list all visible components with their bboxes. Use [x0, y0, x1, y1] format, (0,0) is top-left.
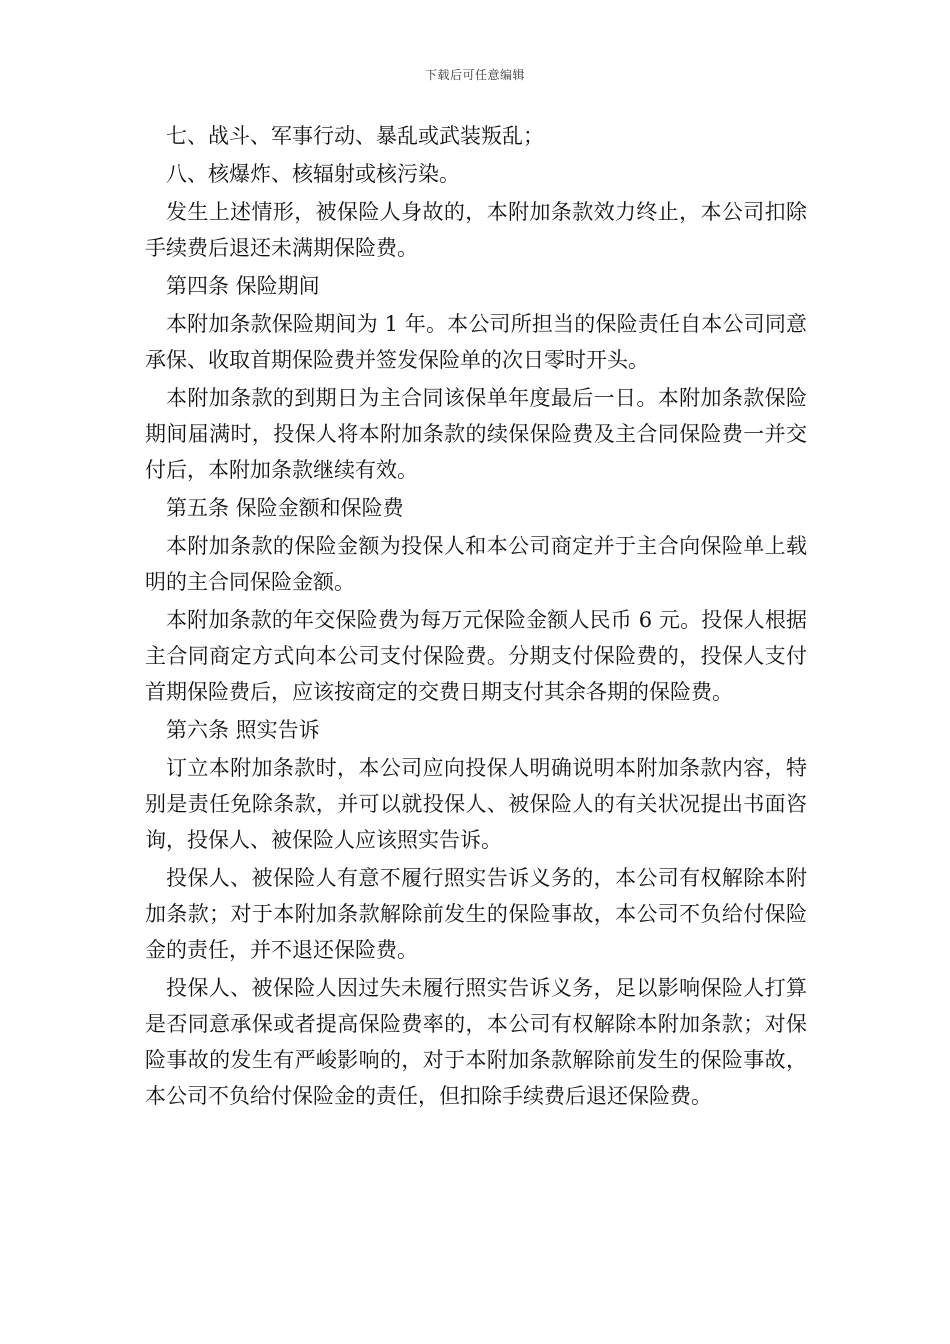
section-heading-article-5: 第五条 保险金额和保险费 — [166, 496, 404, 520]
paragraph-negligent-breach: 投保人、被保险人因过失未履行照实告诉义务，足以影响保险人打算是否同意承保或者提高保险费率的，本公司有权解除本附加条款；对保险事故的发生有严峻影响的，对于本附加条款解除前发生的保险事故，本公司不负给付保险金的责任，但扣除手续费后退还保险费。 — [145, 976, 807, 1108]
paragraph-premium: 本附加条款的年交保险费为每万元保险金额人民币 6 元。投保人根据主合同商定方式向本公司支付保险费。分期支付保险费的，投保人支付首期保险费后，应该按商定的交费日期支付其余各期的保险费。 — [145, 608, 807, 704]
paragraph-intentional-breach: 投保人、被保险人有意不履行照实告诉义务的，本公司有权解除本附加条款；对于本附加条款解除前发生的保险事故，本公司不负给付保险金的责任，并不退还保险费。 — [145, 866, 807, 962]
document-body — [145, 118, 807, 1114]
paragraph-insurance-period: 本附加条款保险期间为 1 年。本公司所担当的保险责任自本公司同意承保、收取首期保险费并签发保险单的次日零时开头。 — [145, 312, 807, 372]
section-heading-article-6: 第六条 照实告诉 — [166, 718, 320, 742]
paragraph-expiry-date: 本附加条款的到期日为主合同该保单年度最后一日。本附加条款保险期间届满时，投保人将本附加条款的续保保险费及主合同保险费一并交付后，本附加条款继续有效。 — [145, 386, 807, 482]
paragraph-termination: 发生上述情形，被保险人身故的，本附加条款效力终止，本公司扣除手续费后退还未满期保险费。 — [145, 200, 807, 260]
section-heading-article-4: 第四条 保险期间 — [166, 274, 320, 298]
clause-item-seven: 七、战斗、军事行动、暴乱或武装叛乱； — [166, 124, 544, 148]
clause-item-eight: 八、核爆炸、核辐射或核污染。 — [166, 162, 460, 186]
paragraph-sum-insured: 本附加条款的保险金额为投保人和本公司商定并于主合向保险单上载明的主合同保险金额。 — [145, 534, 807, 594]
paragraph-disclosure: 订立本附加条款时，本公司应向投保人明确说明本附加条款内容，特别是责任免除条款，并可以就投保人、被保险人的有关状况提出书面咨询，投保人、被保险人应该照实告诉。 — [145, 756, 807, 852]
header-note: 下载后可任意编辑 — [424, 68, 525, 82]
